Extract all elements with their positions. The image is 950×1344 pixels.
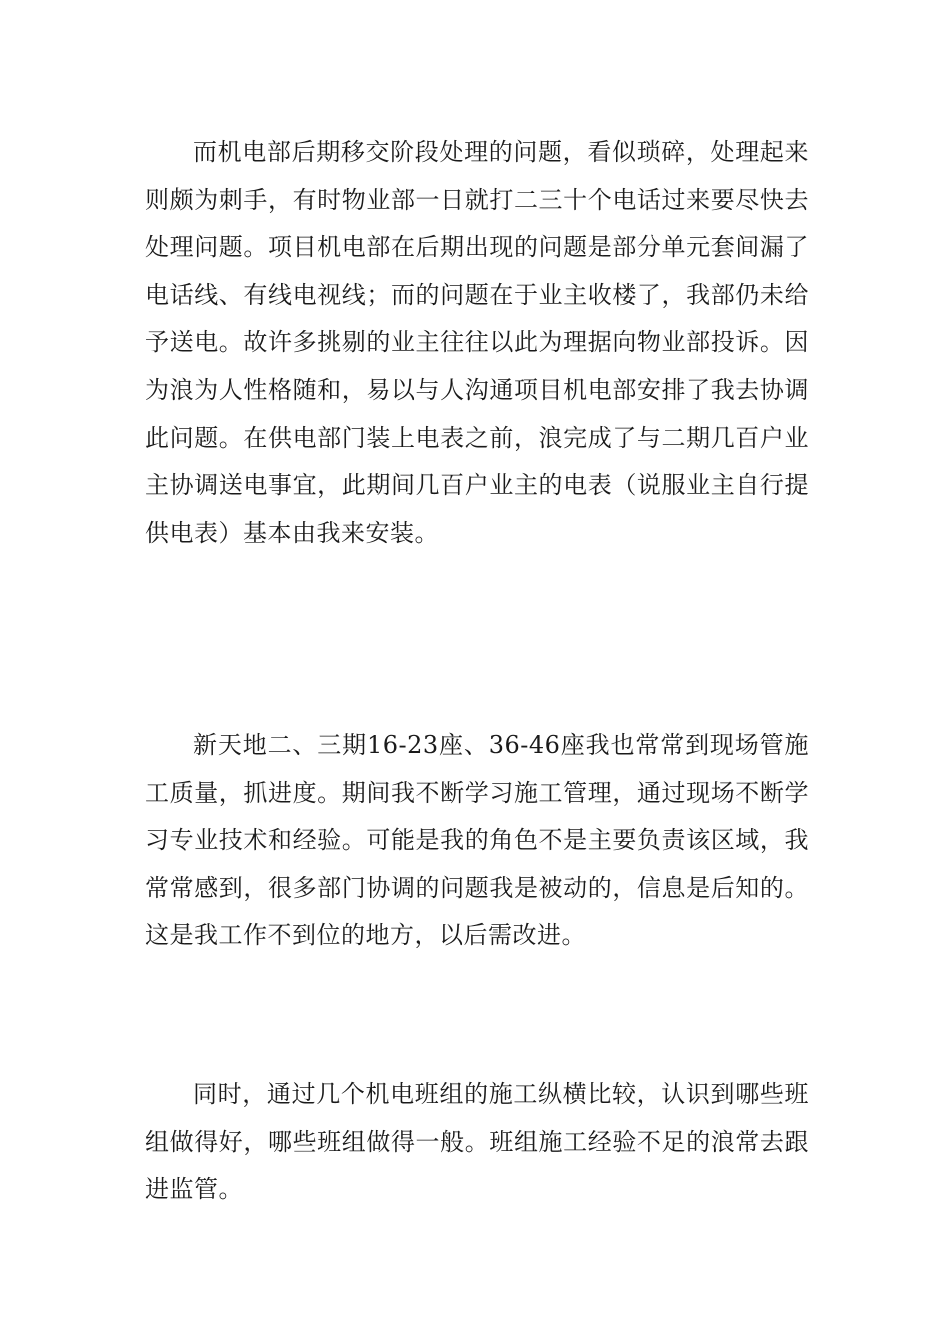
paragraph-handover-issues: 而机电部后期移交阶段处理的问题，看似琐碎，处理起来则颇为刺手，有时物业部一日就打二三十个电话过来要尽快去处理问题。项目机电部在后期出现的问题是部分单元套间漏了电话线、有线电视线；而的问题在于业主收楼了，我部仍未给予送电。故许多挑剔的业主往往以此为理据向物业部投诉。因为浪为人性格随和，易以与人沟通项目机电部安排了我去协调此问题。在供电部门装上电表之前，浪完成了与二期几百户业主协调送电事宜，此期间几百户业主的电表（说服业主自行提供电表）基本由我来安装。 [145,138,809,547]
paragraph-team-comparison: 同时，通过几个机电班组的施工纵横比较，认识到哪些班组做得好，哪些班组做得一般。班组施工经验不足的浪常去跟进监管。 [145,1080,809,1204]
paragraph-site-management: 新天地二、三期16-23座、36-46座我也常常到现场管施工质量，抓进度。期间我不断学习施工管理，通过现场不断学习专业技术和经验。可能是我的角色不是主要负责该区域，我常常感到，很多部门协调的问题我是被动的，信息是后知的。这是我工作不到位的地方，以后需改进。 [145,731,809,950]
